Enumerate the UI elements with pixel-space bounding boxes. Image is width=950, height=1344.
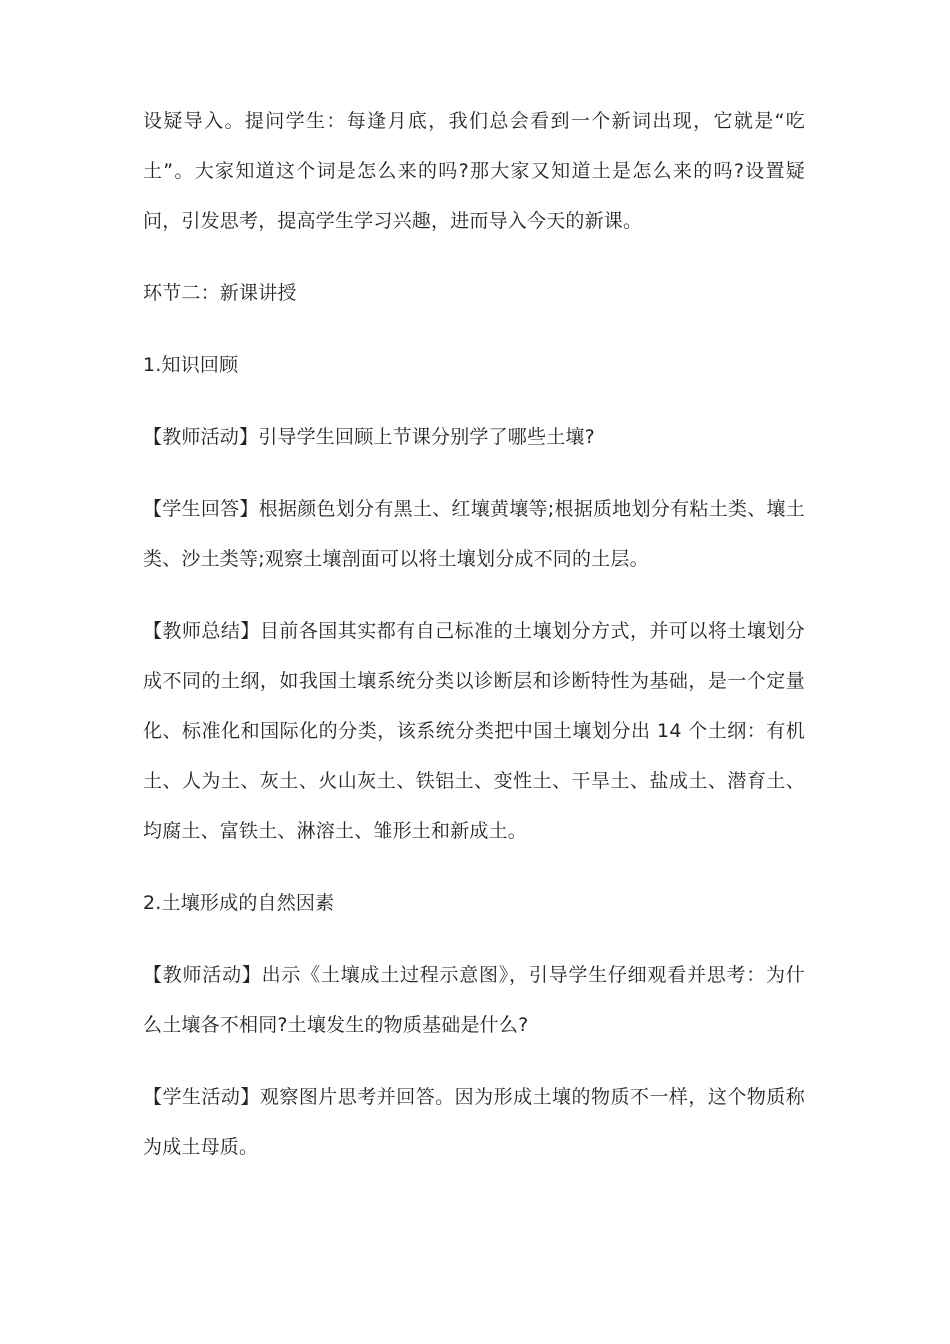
section-heading: 环节二：新课讲授 [143, 282, 297, 304]
teacher-activity-paragraph: 【教师活动】引导学生回顾上节课分别学了哪些土壤? [143, 426, 595, 448]
student-answer-paragraph: 【学生回答】根据颜色划分有黑土、红壤黄壤等;根据质地划分有粘土类、壤土类、沙土类等;观察土壤剖面可以将土壤划分成不同的土层。 [143, 498, 805, 570]
teacher-summary-paragraph: 【教师总结】目前各国其实都有自己标准的土壤划分方式，并可以将土壤划分成不同的土纲，如我国土壤系统分类以诊断层和诊断特性为基础，是一个定量化、标准化和国际化的分类，该系统分类把中国土壤划分出 14 个土纲：有机土、人为土、灰土、火山灰土、铁铝土、变性土、干旱土、盐成土、潜育土、均腐土、富铁土、淋溶土、雏形土和新成土。 [143, 620, 805, 842]
teacher-activity-paragraph: 【教师活动】出示《土壤成土过程示意图》，引导学生仔细观看并思考：为什么土壤各不相同?土壤发生的物质基础是什么? [143, 964, 805, 1036]
student-activity-paragraph: 【学生活动】观察图片思考并回答。因为形成土壤的物质不一样，这个物质称为成土母质。 [143, 1086, 805, 1158]
subsection-heading: 1.知识回顾 [143, 354, 239, 376]
intro-paragraph: 设疑导入。提问学生：每逢月底，我们总会看到一个新词出现，它就是“吃土”。大家知道这个词是怎么来的吗?那大家又知道土是怎么来的吗?设置疑问，引发思考，提高学生学习兴趣，进而导入今天的新课。 [143, 110, 805, 232]
subsection-heading: 2.土壤形成的自然因素 [143, 892, 335, 914]
document-body [143, 96, 805, 1194]
